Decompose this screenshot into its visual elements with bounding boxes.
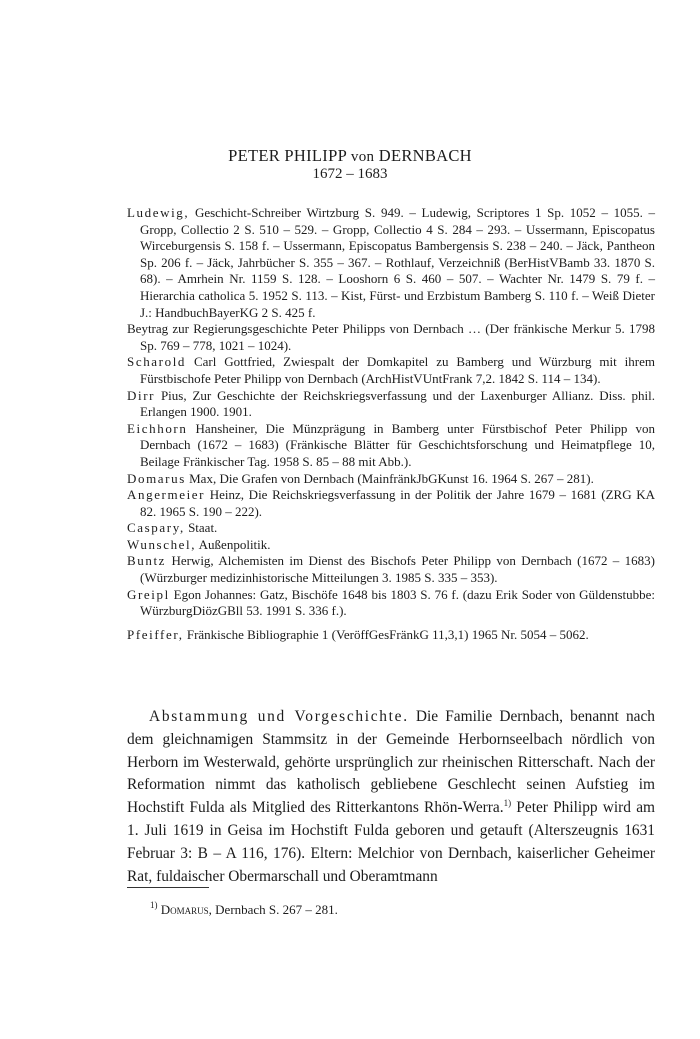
entry-text: Max, Die Grafen von Dernbach (MainfränkJbGKunst 16. 1964 S. 267 – 281).: [189, 470, 594, 486]
footnote-divider: [127, 887, 209, 888]
footnote-marker: 1): [150, 900, 158, 910]
paragraph-text: Die Familie Dernbach, benannt nach dem gleichnamigen Stammsitz in der Gemeinde Herbornseelbach nördlich von Herborn im Westerwald, gehörte ursprünglich zur rheinischen Ritterschaft. Nach der Reformation nimmt das katholisch gebliebene Geschlecht seinen Aufstieg im Hochstift Fulda als Mitglied des Ritterkantons Rhön-Werra.: [127, 708, 656, 817]
title-von: von: [350, 149, 375, 165]
bibliography-entry: [127, 627, 655, 644]
footnote: [150, 902, 338, 918]
entry-author: Ludewig,: [127, 205, 190, 220]
entry-author: Domarus: [127, 470, 186, 486]
title-main: PETER PHILIPP: [228, 146, 347, 165]
entry-text: Fränkische Bibliographie 1 (VeröffGesFränkG 11,3,1) 1965 Nr. 5054 – 5062.: [186, 626, 589, 642]
entry-text: Geschicht-Schreiber Wirtzburg S. 949. – Ludewig, Scriptores 1 Sp. 1052 – 1055. – Gropp, Collectio 2 S. 510 – 529. – Gropp, Collectio 4 S. 284 – 293. – Ussermann, Episcopatus Wirceburgensis S. 158 f. – Ussermann, Episcopatus Bambergensis S. 238 – 240. – Jäck, Pantheon Sp. 206 f. – Jäck, Jahrbücher S. 355 – 367. – Rothlauf, Verzeichniß (BerHistVBamb 33. 1870 S. 68). – Amrhein Nr. 1159 S. 128. – Looshorn 6 S. 460 – 507. – Wachter Nr. 1479 S. 79 f. – Hierarchia catholica 5. 1952 S. 113. – Kist, Fürst- und Erzbistum Bamberg S. 110 f. – Weiß Dieter J.: HandbuchBayerKG 2 S. 425 f.: [140, 205, 656, 320]
bibliography-entry: [127, 205, 655, 321]
entry-author: Caspary,: [127, 520, 185, 536]
entry-text: Hansheiner, Die Münzprägung in Bamberg unter Fürstbischof Peter Philipp von Dernbach (1672 – 1683) (Fränkische Blätter für Geschichtsforschung und Heimatpflege 10, Beilage Fränkischer Tag. 1958 S. 85 – 88 mit Abb.).: [140, 420, 655, 469]
bibliography-entry: [127, 553, 655, 586]
entry-text: Beytrag zur Regierungsgeschichte Peter Philipps von Dernbach … (Der fränkische Merkur 5. 1798 Sp. 769 – 778, 1021 – 1024).: [127, 321, 655, 353]
bibliography-entry: [127, 537, 655, 554]
entry-author: Eichhorn: [127, 420, 188, 436]
bibliography-entry: [127, 520, 655, 537]
entry-author: Scharold: [127, 354, 187, 370]
entry-text: Außenpolitik.: [198, 536, 271, 552]
paragraph-text-continued: Peter Philipp wird am 1. Juli 1619 in Geisa im Hochstift Fulda geboren und getauft (Alterszeugnis 1631 Februar 3: B – A 116, 176). Eltern: Melchior von Dernbach, kaiserlicher Geheimer Rat, fuldaischer Obermarschall und Oberamtmann: [127, 799, 655, 885]
bibliography-entry: [127, 587, 655, 620]
entry-author: Buntz: [127, 553, 167, 569]
bibliography-entry: [127, 321, 655, 354]
entry-text: Carl Gottfried, Zwiespalt der Domkapitel zu Bamberg und Würzburg mit ihrem Fürstbischofe Peter Philipp von Dernbach (ArchHistVUntFrank 7,2. 1842 S. 114 – 134).: [140, 354, 655, 386]
entry-author: Angermeier: [127, 487, 206, 503]
entry-text: Egon Johannes: Gatz, Bischöfe 1648 bis 1803 S. 76 f. (dazu Erik Soder von Güldenstubbe: WürzburgDiözGBll 53. 1991 S. 336 f.).: [140, 586, 655, 619]
bibliography-entry: [127, 421, 655, 471]
footnote-reference: 1): [503, 798, 512, 809]
footnote-text: Dernbach S. 267 – 281.: [215, 902, 338, 917]
entry-text: Heinz, Die Reichskriegsverfassung in der Politik der Jahre 1679 – 1681 (ZRG KA 82. 1965 S. 190 – 222).: [140, 487, 656, 519]
body-paragraph: [127, 706, 655, 888]
bibliography-entry: [127, 388, 655, 421]
page-title: [0, 146, 700, 166]
entry-author: Dirr: [127, 387, 156, 403]
bibliography-entry: [127, 471, 655, 488]
reign-years: 1672 – 1683: [312, 166, 388, 182]
entry-author: Greipl: [127, 586, 170, 602]
footnote-author: Domarus,: [160, 902, 212, 917]
bibliography-entry: [127, 354, 655, 387]
entry-author: Pfeiffer,: [127, 626, 184, 642]
section-heading: Abstammung und Vorgeschichte.: [149, 708, 409, 725]
bibliography-entry: [127, 487, 655, 520]
entry-text: Staat.: [188, 520, 218, 536]
entry-text: Herwig, Alchemisten im Dienst des Bischofs Peter Philipp von Dernbach (1672 – 1683) (Würzburger medizinhistorische Mitteilungen 3. 1985 S. 335 – 353).: [140, 553, 656, 586]
entry-author: Wunschel,: [127, 536, 197, 552]
entry-text: Pius, Zur Geschichte der Reichskriegsverfassung und der Laxenburger Allianz. Diss. phil. Erlangen 1900. 1901.: [140, 387, 655, 420]
bibliography-list: [127, 205, 655, 643]
title-name: DERNBACH: [378, 146, 472, 165]
